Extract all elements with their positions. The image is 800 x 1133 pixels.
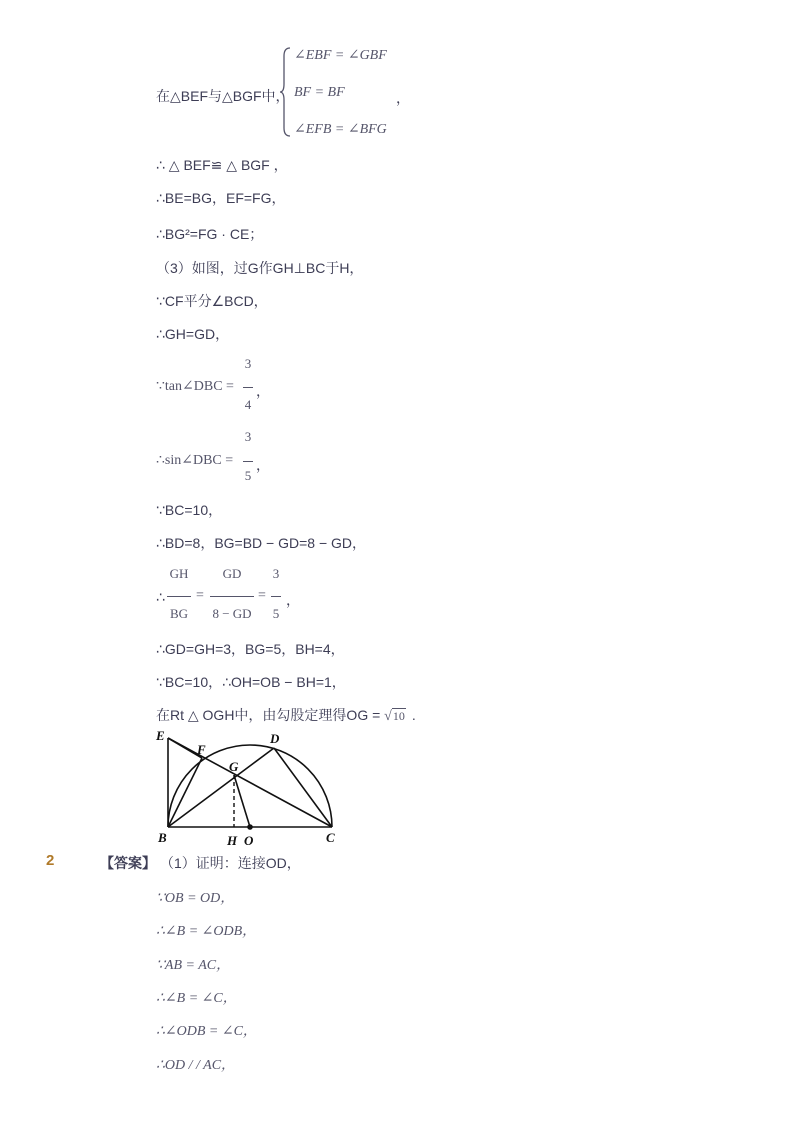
segment-bf [168,758,202,827]
og-sqrt-value: 10 [392,709,405,723]
gh-gd-line: ∴GH=GD， [156,326,230,342]
tan-suffix: ， [256,383,270,399]
system-suffix: ， [396,90,410,106]
part3-intro: （3）如图，过G作GH⊥BC于H， [156,260,364,276]
ratio3-bar [271,596,281,597]
label-e: E [156,728,165,743]
label-f: F [197,742,206,757]
ratio3-denominator: 5 [272,606,280,621]
bc-line: ∵BC=10， [156,502,223,518]
ratio3-numerator: 3 [272,566,280,581]
system-line-1: ∠EBF = ∠GBF [294,48,387,63]
label-h: H [227,833,238,848]
tan-numerator: 3 [244,356,252,371]
geometry-figure [150,724,350,849]
segment-go [234,775,250,827]
q2-line-5: ∴∠ODB = ∠C， [156,1024,257,1039]
og-prefix: 在Rt △ OGH中，由勾股定理得OG = [156,707,385,723]
gd-gh-values-line: ∴GD=GH=3，BG=5，BH=4， [156,641,345,657]
system-line-3: ∠EFB = ∠BFG [294,122,387,137]
brace-icon [280,46,292,138]
label-b: B [158,830,167,845]
tan-prefix: ∵tan∠DBC = [156,379,234,394]
system-line-2: BF = BF [294,85,345,100]
ratio2-denominator: 8 − GD [212,606,252,621]
system-brace [280,46,292,142]
ratio2-numerator: GD [222,566,242,581]
ratio-prefix: ∴ [156,589,165,605]
ratio-suffix: ， [286,592,300,608]
segment-dc [274,748,332,827]
segment-ec [168,738,332,827]
label-g: G [229,759,239,774]
sin-suffix: ， [256,457,270,473]
og-suffix: . [411,707,416,723]
sin-prefix: ∴sin∠DBC = [156,453,234,468]
q2-intro: （1）证明：连接OD， [160,855,301,871]
congruence-line: ∴ △ BEF≌ △ BGF ， [156,157,288,173]
sqrt-sign: √ [384,709,392,724]
label-d: D [270,731,280,746]
q2-line-3: ∵AB = AC， [156,958,231,973]
og-line [156,705,416,725]
ratio-equals-2: = [258,588,266,603]
ratio1-denominator: BG [169,606,189,621]
point-o [247,824,253,830]
ratio2-bar [210,596,254,597]
sin-numerator: 3 [244,429,252,444]
q2-line-2: ∴∠B = ∠ODB， [156,924,257,939]
label-o: O [244,833,254,848]
label-c: C [326,830,335,845]
equal-sides-line: ∴BE=BG，EF=FG， [156,190,286,206]
ratio1-bar [167,596,191,597]
answer-tag: 【答案】 [100,855,156,871]
bisector-line: ∵CF平分∠BCD， [156,293,268,309]
q2-line-4: ∴∠B = ∠C， [156,991,237,1006]
question-number: 2 [46,852,55,869]
oh-line: ∵BC=10，∴OH=OB − BH=1， [156,674,346,690]
triangle-system-prefix: 在△BEF与△BGF中， [156,88,290,104]
sin-denominator: 5 [244,468,252,483]
sin-fraction-bar [243,461,253,462]
bd-line: ∴BD=8，BG=BD − GD=8 − GD， [156,535,367,551]
q2-line-6: ∴OD / / AC， [156,1058,236,1073]
ratio1-numerator: GH [169,566,189,581]
tan-fraction-bar [243,387,253,388]
semicircle-arc [168,745,332,827]
bg-squared-line: ∴BG²=FG · CE； [156,226,264,242]
tan-denominator: 4 [244,397,252,412]
ratio-equals-1: = [196,588,204,603]
q2-line-1: ∵OB = OD， [156,891,235,906]
